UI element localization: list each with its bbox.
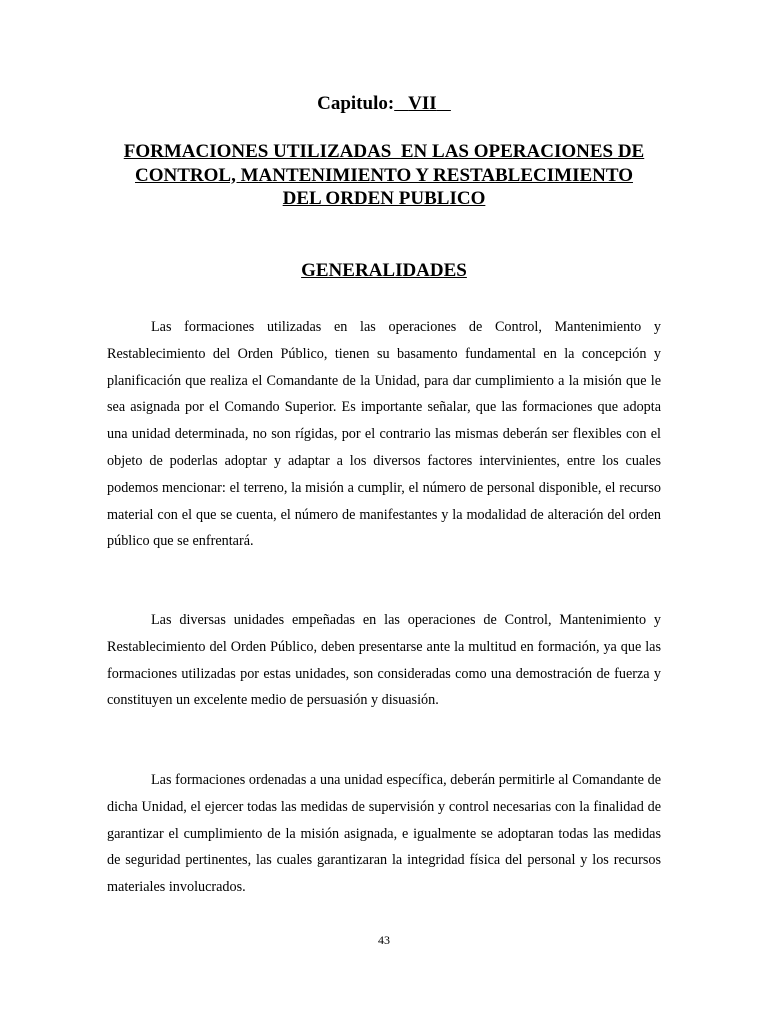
- section-title: GENERALIDADES: [301, 260, 467, 281]
- paragraph-1: Las formaciones utilizadas en las operaciones de Control, Mantenimiento y Restablecimiento del Orden Público, tienen su basamento fundamental en la concepción y planificación que realiza el Comandante de la Unidad, para dar cumplimiento a la misión que le sea asignada por el Comando Superior. Es importante señalar, que las formaciones que adopta una unidad determinada, no son rígidas, por el contrario las mismas deberán ser flexibles con el objeto de poderlas adoptar y adaptar a los diversos factores intervinientes, entre los cuales podemos mencionar: el terreno, la misión a cumplir, el número de personal disponible, el recurso material con el que se cuenta, el número de manifestantes y la modalidad de alteración del orden público que se enfrentará.: [107, 319, 661, 550]
- chapter-heading: [0, 92, 768, 116]
- chapter-label: Capitulo:: [317, 93, 395, 114]
- page-number: 43: [378, 933, 390, 947]
- chapter-number: VII: [408, 93, 437, 114]
- chapter-title-line-2: CONTROL, MANTENIMIENTO Y RESTABLECIMIENTO: [135, 164, 633, 186]
- chapter-title-line-1: FORMACIONES UTILIZADAS EN LAS OPERACIONES DE: [123, 141, 645, 162]
- chapter-title-line-3: DEL ORDEN PUBLICO: [282, 188, 486, 209]
- chapter-title: [100, 140, 668, 211]
- paragraph-3: Las formaciones ordenadas a una unidad específica, deberán permitirle al Comandante de dicha Unidad, el ejercer todas las medidas de supervisión y control necesarias con la finalidad de garantizar el cumplimiento de la misión asignada, e igualmente se adoptaran todas las medidas de seguridad pertinentes, las cuales garantizaran la integridad física del personal y los recursos materiales involucrados.: [107, 772, 661, 896]
- paragraph-2: Las diversas unidades empeñadas en las operaciones de Control, Mantenimiento y Restablecimiento del Orden Público, deben presentarse ante la multitud en formación, ya que las formaciones utilizadas por estas unidades, son consideradas como una demostración de fuerza y constituyen un excelente medio de persuasión y disuasión.: [107, 612, 661, 709]
